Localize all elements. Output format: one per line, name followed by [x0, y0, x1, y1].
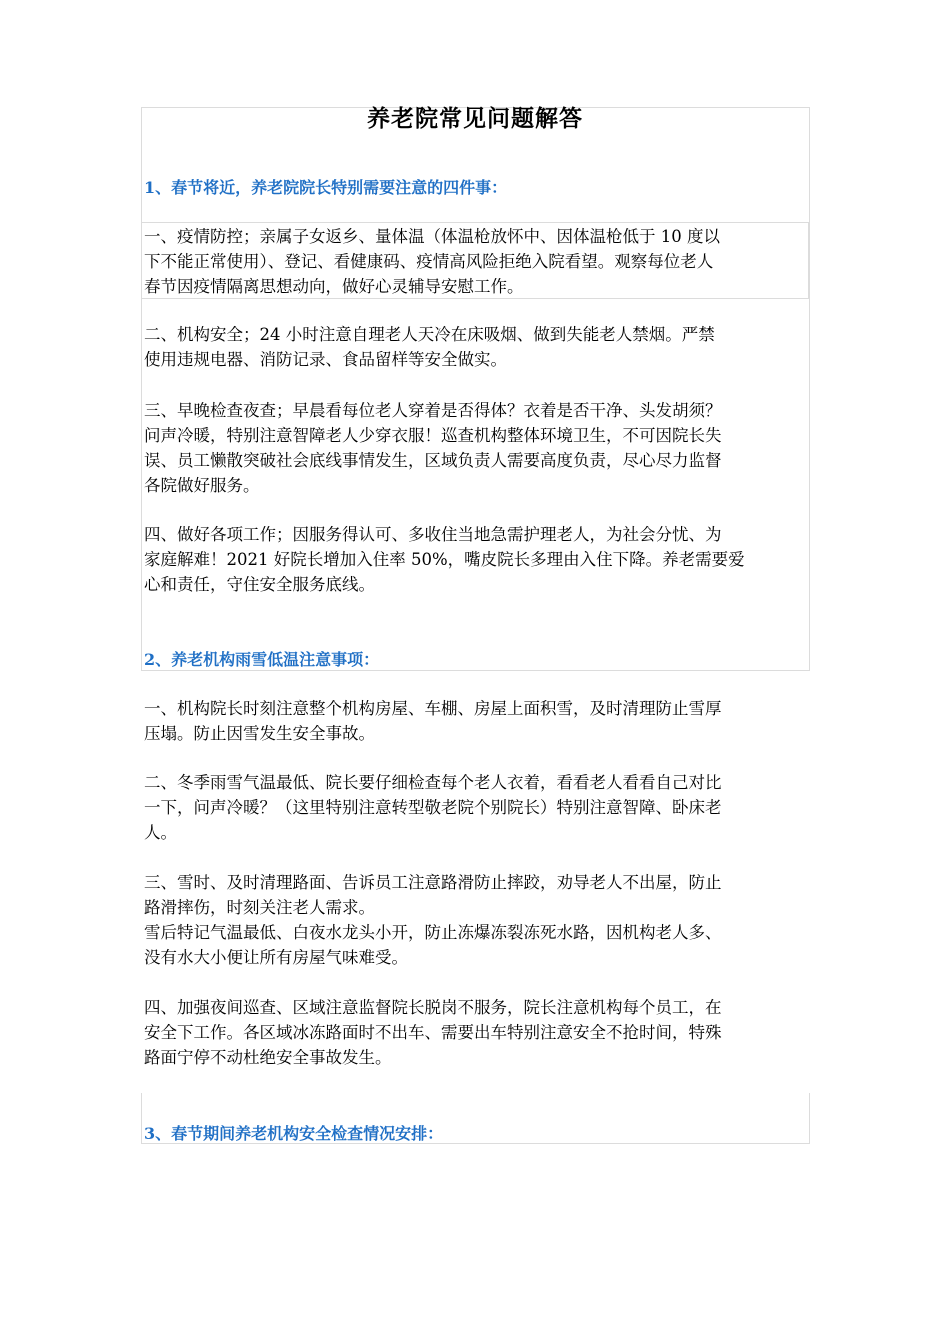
paragraph — [144, 224, 816, 299]
text-line: 各院做好服务。 — [144, 476, 260, 495]
text-line: 误、员工懒散突破社会底线事情发生，区域负责人需要高度负责，尽心尽力监督 — [144, 451, 722, 470]
paragraph — [144, 398, 816, 498]
text-line: 春节因疫情隔离思想动向，做好心灵辅导安慰工作。 — [144, 277, 524, 296]
paragraph — [144, 770, 816, 845]
text-line: 人。 — [144, 823, 177, 842]
text-line: 二、机构安全；24 小时注意自理老人天冷在床吸烟、做到失能老人禁烟。严禁 — [144, 325, 715, 344]
text-line: 二、冬季雨雪气温最低、院长要仔细检查每个老人衣着，看看老人看看自己对比 — [144, 773, 722, 792]
paragraph — [144, 995, 816, 1070]
text-line: 一、机构院长时刻注意整个机构房屋、车棚、房屋上面积雪，及时清理防止雪厚 — [144, 699, 722, 718]
text-line: 四、加强夜间巡查、区域注意监督院长脱岗不服务，院长注意机构每个员工，在 — [144, 998, 722, 1017]
paragraph — [144, 322, 816, 372]
section-heading-3: 3、春节期间养老机构安全检查情况安排： — [144, 1124, 444, 1143]
text-line: 路面宁停不动杜绝安全事故发生。 — [144, 1048, 392, 1067]
text-line: 心和责任，守住安全服务底线。 — [144, 575, 375, 594]
section-heading-2: 2、养老机构雨雪低温注意事项： — [144, 650, 380, 669]
section-heading-1: 1、春节将近，养老院院长特别需要注意的四件事： — [144, 178, 508, 197]
text-line: 三、早晚检查夜查；早晨看每位老人穿着是否得体？衣着是否干净、头发胡须？ — [144, 401, 722, 420]
text-line: 一、疫情防控；亲属子女返乡、量体温（体温枪放怀中、因体温枪低于 10 度以 — [144, 227, 720, 246]
text-line: 压塌。防止因雪发生安全事故。 — [144, 724, 375, 743]
text-line: 四、做好各项工作；因服务得认可、多收住当地急需护理老人，为社会分忧、为 — [144, 525, 722, 544]
page-title: 养老院常见问题解答 — [367, 105, 583, 132]
paragraph — [144, 696, 816, 746]
text-line: 一下，问声冷暖？（这里特别注意转型敬老院个别院长）特别注意智障、卧床老 — [144, 798, 722, 817]
text-line: 安全下工作。各区域冰冻路面时不出车、需要出车特别注意安全不抢时间，特殊 — [144, 1023, 722, 1042]
text-line: 三、雪时、及时清理路面、告诉员工注意路滑防止摔跤，劝导老人不出屋，防止 — [144, 873, 722, 892]
text-line: 使用违规电器、消防记录、食品留样等安全做实。 — [144, 350, 507, 369]
text-line: 问声冷暖，特别注意智障老人少穿衣服！巡查机构整体环境卫生，不可因院长失 — [144, 426, 722, 445]
text-line: 路滑摔伤，时刻关注老人需求。 — [144, 898, 375, 917]
text-line: 雪后特记气温最低、白夜水龙头小开，防止冻爆冻裂冻死水路，因机构老人多、 — [144, 923, 722, 942]
text-line: 下不能正常使用）、登记、看健康码、疫情高风险拒绝入院看望。观察每位老人 — [144, 252, 714, 271]
text-line: 家庭解难！2021 好院长增加入住率 50%，嘴皮院长多理由入住下降。养老需要爱 — [144, 550, 745, 569]
paragraph — [144, 522, 816, 597]
text-line: 没有水大小便让所有房屋气味难受。 — [144, 948, 408, 967]
paragraph — [144, 870, 816, 970]
